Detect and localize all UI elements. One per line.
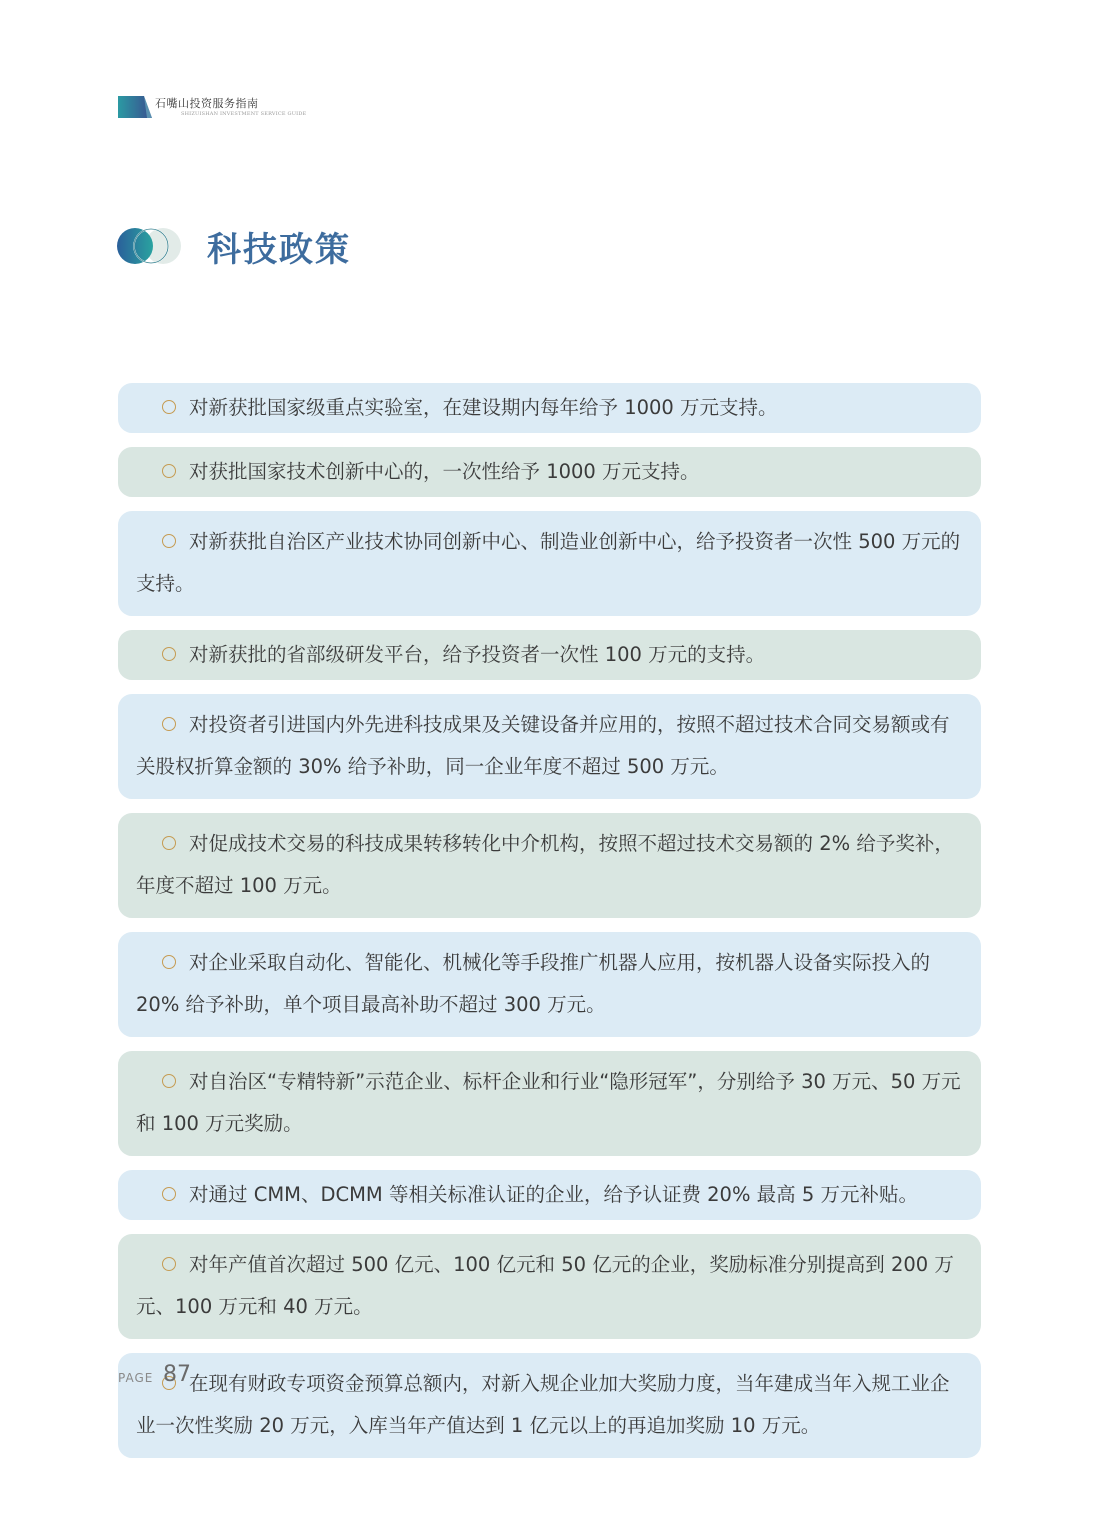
circle-bullet-icon [162,836,176,850]
circle-bullet-icon [162,647,176,661]
policy-item-text: 对新获批自治区产业技术协同创新中心、制造业创新中心，给予投资者一次性 500 万元的支持。 [136,530,961,595]
circle-bullet-icon [162,717,176,731]
policy-item-text: 对投资者引进国内外先进科技成果及关键设备并应用的，按照不超过技术合同交易额或有关股权折算金额的 30% 给予补助，同一企业年度不超过 500 万元。 [136,713,950,778]
policy-item-text: 对促成技术交易的科技成果转移转化中介机构，按照不超过技术交易额的 2% 给予奖补，年度不超过 100 万元。 [136,832,954,897]
policy-item [118,932,981,1037]
policy-item [118,1234,981,1339]
policy-item-text: 对获批国家技术创新中心的，一次性给予 1000 万元支持。 [189,460,700,483]
circle-bullet-icon [162,1074,176,1088]
circle-bullet-icon [162,1257,176,1271]
policy-item-text: 对企业采取自动化、智能化、机械化等手段推广机器人应用，按机器人设备实际投入的 20% 给予补助，单个项目最高补助不超过 300 万元。 [136,951,931,1016]
policy-item [118,447,981,497]
circle-bullet-icon [162,400,176,414]
policy-item-text: 对新获批的省部级研发平台，给予投资者一次性 100 万元的支持。 [189,643,766,666]
section-circles-icon [117,225,183,267]
running-header [118,96,418,118]
policy-item-text: 对通过 CMM、DCMM 等相关标准认证的企业，给予认证费 20% 最高 5 万元补贴。 [189,1183,918,1206]
page-number: 87 [163,1362,191,1387]
page-footer [118,1362,318,1392]
guide-logo-icon [118,96,152,118]
policy-item [118,511,981,616]
guide-subtitle: SHIZUISHAN INVESTMENT SERVICE GUIDE [181,111,307,117]
section-title: 科技政策 [207,230,351,270]
guide-title: 石嘴山投资服务指南 [155,97,259,110]
circle-bullet-icon [162,955,176,969]
policy-item [118,1170,981,1220]
policy-item [118,630,981,680]
page-label: PAGE [118,1371,154,1385]
policy-item [118,694,981,799]
policy-item [118,813,981,918]
circle-bullet-icon [162,464,176,478]
policy-item-text: 对自治区“专精特新”示范企业、标杆企业和行业“隐形冠军”，分别给予 30 万元、50 万元和 100 万元奖励。 [136,1070,961,1135]
policy-item-text: 对新获批国家级重点实验室，在建设期内每年给予 1000 万元支持。 [189,396,778,419]
policy-item [118,1051,981,1156]
circle-bullet-icon [162,1187,176,1201]
policy-list [118,383,981,1472]
policy-item [118,383,981,433]
circle-bullet-icon [162,534,176,548]
policy-item-text: 在现有财政专项资金预算总额内，对新入规企业加大奖励力度，当年建成当年入规工业企业一次性奖励 20 万元，入库当年产值达到 1 亿元以上的再追加奖励 10 万元。 [136,1372,950,1437]
policy-item-text: 对年产值首次超过 500 亿元、100 亿元和 50 亿元的企业，奖励标准分别提高到 200 万元、100 万元和 40 万元。 [136,1253,954,1318]
